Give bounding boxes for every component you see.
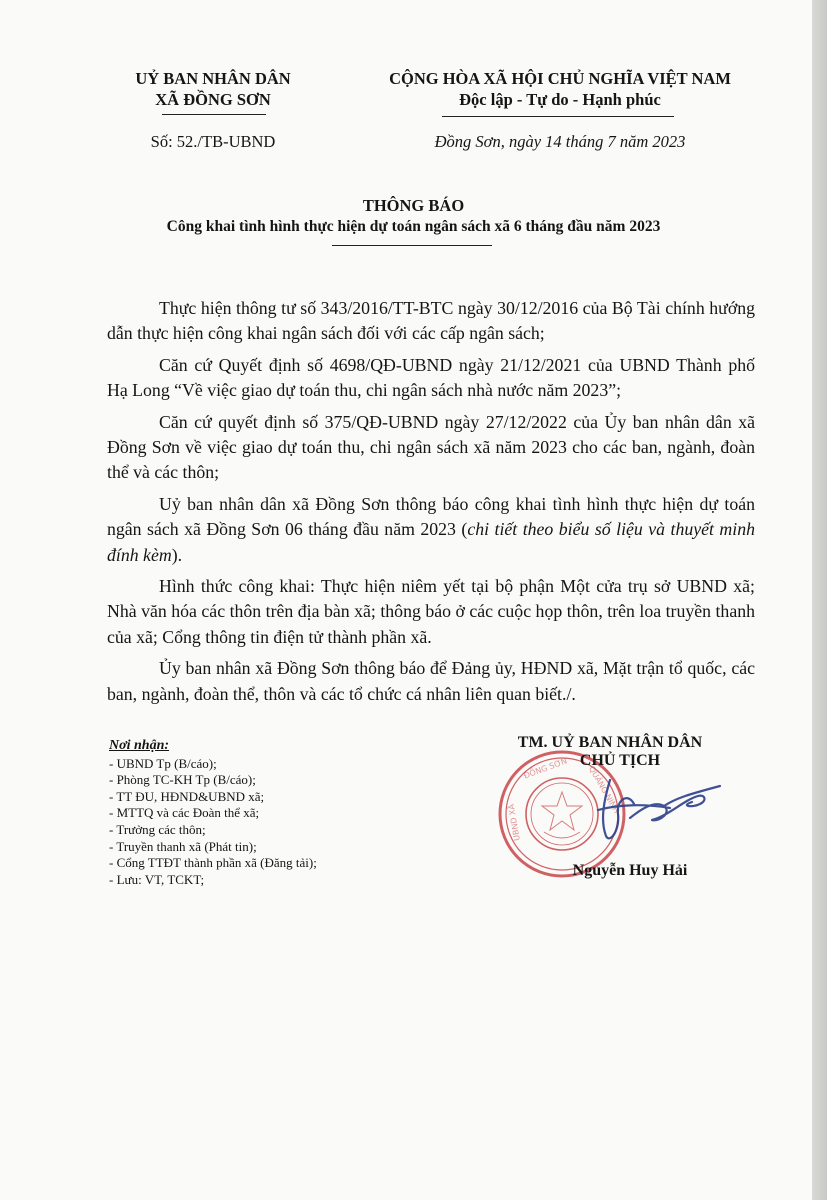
signatory-organization: TM. UỶ BAN NHÂN DÂN <box>517 734 703 751</box>
recipient-item: - UBND Tp (B/cáo); <box>109 755 217 771</box>
recipients-block <box>109 738 429 888</box>
body-italic-note: chi tiết theo biểu số liệu và thuyết minh đính kèm <box>107 519 755 565</box>
recipient-item: - Truyền thanh xã (Phát tin); <box>109 838 257 854</box>
national-motto-line1: CỘNG HÒA XÃ HỘI CHỦ NGHĨA VIỆT NAM <box>389 69 731 88</box>
svg-text:QUẢNG NINH: QUẢNG NINH <box>586 764 622 815</box>
recipient-item: - Trưởng các thôn; <box>109 821 206 837</box>
title-underline <box>332 245 492 246</box>
place-and-date: Đồng Sơn, ngày 14 tháng 7 năm 2023 <box>434 132 686 151</box>
document-subtitle: Công khai tình hình thực hiện dự toán ngân sách xã 6 tháng đầu năm 2023 <box>166 218 661 235</box>
issuing-authority-line1: UỶ BAN NHÂN DÂN <box>135 69 291 88</box>
svg-text:ĐỒNG SƠN: ĐỒNG SƠN <box>522 756 569 781</box>
recipient-item: - Cổng TTĐT thành phần xã (Đăng tải); <box>109 855 317 871</box>
svg-text:UBND XÃ: UBND XÃ <box>506 803 522 842</box>
body-paragraph: Ủy ban nhân xã Đồng Sơn thông báo để Đảng ủy, HĐND xã, Mặt trận tổ quốc, các ban, ngành, đoàn thể, thôn và các tổ chức cá nhân liên quan biết./. <box>107 658 755 704</box>
national-motto <box>340 68 780 110</box>
national-motto-line2: Độc lập - Tự do - Hạnh phúc <box>459 90 661 109</box>
recipient-item: - TT ĐU, HĐND&UBND xã; <box>109 788 265 804</box>
body-paragraph: Căn cứ quyết định số 375/QĐ-UBND ngày 27/12/2022 của Ủy ban nhân dân xã Đồng Sơn về việc giao dự toán thu, chi ngân sách xã năm 2023 cho các ban, ngành, đoàn thể và các thôn; <box>107 411 755 483</box>
motto-underline <box>442 116 674 117</box>
body-text: Uỷ ban nhân dân xã Đồng Sơn thông báo công khai tình hình thực hiện dự toán ngân sách xã Đồng Sơn 06 tháng đầu năm 2023 ( <box>107 493 755 540</box>
authority-underline <box>162 114 266 115</box>
document-number: Số: 52./TB-UBND <box>150 132 276 151</box>
document-title: THÔNG BÁO <box>362 196 465 215</box>
body-paragraph: Thực hiện thông tư số 343/2016/TT-BTC ngày 30/12/2016 của Bộ Tài chính hướng dẫn thực hiện công khai ngân sách đối với các cấp ngân sách; <box>107 298 755 344</box>
recipients-title: Nơi nhận: <box>109 738 170 753</box>
signatory-name: Nguyễn Huy Hải <box>572 862 688 879</box>
recipient-item: - Phòng TC-KH Tp (B/cáo); <box>109 772 256 788</box>
body-paragraph: Căn cứ Quyết định số 4698/QĐ-UBND ngày 21/12/2021 của UBND Thành phố Hạ Long “Về việc giao dự toán thu, chi ngân sách nhà nước năm 2023”; <box>107 354 755 401</box>
page-edge-shadow <box>812 0 827 1200</box>
recipients-list <box>109 756 429 889</box>
recipient-item: - Lưu: VT, TCKT; <box>109 871 205 887</box>
signatory-title: CHỦ TỊCH <box>579 752 661 769</box>
body-paragraph: Hình thức công khai: Thực hiện niêm yết tại bộ phận Một cửa trụ sở UBND xã; Nhà văn hóa các thôn trên địa bàn xã; thông báo ở các cuộc họp thôn, trên loa truyền thanh của xã; Cổng thông tin điện tử thành phần xã. <box>107 576 755 647</box>
issuing-authority-line2: XÃ ĐỒNG SƠN <box>155 90 271 109</box>
issuing-authority <box>98 68 328 110</box>
document-body <box>107 296 755 707</box>
body-text: ). <box>171 544 183 565</box>
body-paragraph <box>107 492 755 568</box>
recipient-item: - MTTQ và các Đoàn thể xã; <box>109 805 260 821</box>
handwritten-signature-icon <box>580 770 730 850</box>
